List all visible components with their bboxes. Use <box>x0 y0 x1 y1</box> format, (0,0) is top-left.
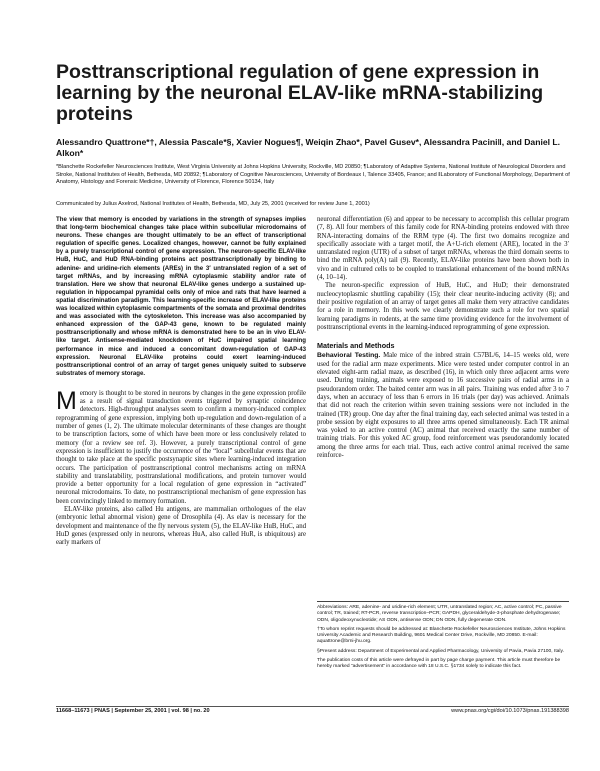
footnote-reprint: †To whom reprint requests should be addressed at: Blanchette Rockefeller Neurosciences Institute, Johns Hopkins University Academic and Research Building, 9601 Medical Center Drive, Rockville, MD 20850. E-mail: aquattrone@brni-jhu.org. <box>317 626 566 645</box>
communicated-by: Communicated by Julius Axelrod, National Institutes of Health, Bethesda, MD, July 25, 2001 (received for review June 1, 2001) <box>56 201 370 207</box>
affiliations: *Blanchette Rockefeller Neurosciences Institute, West Virginia University at Johns Hopkins University, Rockville, MD 20850; ¶Laboratory of Adaptive Systems, National Institute of Neurological Disorders and Stroke, National Institutes of Health, Bethesda, MD 20892; ¶Laboratory of Cognitive Neurosciences, University of Bordeaux I, Talence 33405, France; and ‖Laboratory of Functional Morphology, Department of Anatomy, Histology and Forensic Medicine, University of Florence, Florence 50134, Italy <box>56 164 570 186</box>
right-column <box>317 216 569 460</box>
footnote-present-address: §Present address: Department of Experimental and Applied Pharmacology, University of Pavia, Pavia 27100, Italy. <box>317 648 564 654</box>
intro-paragraph-2: ELAV-like proteins, also called Hu antigens, are mammalian orthologues of the elav (embryonic lethal abnormal vision) gene of Drosophila (4). As elav is necessary for the development and maintenance of the fly nervous system (5), the ELAV-like HuB, HuC, and HuD genes (expressed only in neurons, whereas HuA, also called HuR, is ubiquitous) are early markers of <box>56 506 306 547</box>
abstract: The view that memory is encoded by variations in the strength of synapses implies that long-term biochemical changes take place within subcellular microdomains of neurons. These changes are thought ultimately to be an effect of transcriptional regulation of specific genes. Localized changes, however, cannot be fully explained by a purely transcriptional control of gene expression. The neuron-specific ELAV-like HuB, HuC, and HuD RNA-binding proteins act posttranscriptionally by binding to adenine- and uridine-rich elements (AREs) in the 3′ untranslated region of a set of target mRNAs, and by increasing mRNA cytoplasmic stability and/or rate of translation. Here we show that neuronal ELAV-like genes undergo a sustained up-regulation in hippocampal pyramidal cells only of mice and rats that have learned a spatial discrimination paradigm. This learning-specific increase of ELAV-like proteins was localized within cytoplasmic compartments of the somata and proximal dendrites and was associated with the cytoskeleton. This increase was also accompanied by enhanced expression of the GAP-43 gene, known to be regulated mainly posttranscriptionally and whose mRNA is demonstrated here to be an in vivo ELAV-like target. Antisense-mediated knockdown of HuC impaired spatial learning performance in mice and induced a concomitant down-regulation of GAP-43 expression. Neuronal ELAV-like proteins could exert learning-induced posttranscriptional control of an array of target genes uniquely suited to subserve substrates of memory storage. <box>56 216 306 377</box>
footnote-abbreviations: Abbreviations: ARE, adenine- and uridine-rich element; UTR, untranslated region; AC, active control; PC, passive control; TR, trained; RT-PCR, reverse transcription–PCR; GAPDH, glyceraldehyde-3-phosphate dehydrogenase; ODN, oligodeoxynucleotide; AS ODN, antisense ODN; DN ODN, fully degenerate ODN. <box>317 605 562 623</box>
intro-paragraph-3: neuronal differentiation (6) and appear to be necessary to accomplish this cellular program (7, 8). All four members of this family code for RNA-binding proteins endowed with three RNA-interacting domains of the RRM type (4). The first two domains recognize and specifically associate with a target motif, the A+U-rich element (ARE), located in the 3′ untranslated region (UTR) of a subset of target mRNAs, whereas the third domain seems to bind the mRNA poly(A) tail (9). Recently, ELAV-like proteins have been shown both in vivo and in cultured cells to be coupled to translational enhancement of the bound mRNAs (4, 10–14). <box>317 216 569 282</box>
methods-paragraph <box>317 352 569 460</box>
footnotes <box>317 605 569 674</box>
footer-doi-link[interactable]: www.pnas.org/cgi/doi/10.1073/pnas.191388398 <box>451 708 569 714</box>
footer-rule <box>56 706 569 707</box>
paper-title: Posttranscriptional regulation of gene expression in learning by the neuronal ELAV-like mRNA-stabilizing proteins <box>56 61 544 125</box>
footnote-publication-costs: The publication costs of this article were defrayed in part by page charge payment. This article must therefore be hereby marked “advertisement” in accordance with 18 U.S.C. §1734 solely to indicate this fact. <box>317 658 561 670</box>
footer-citation: 11668–11673 | PNAS | September 25, 2001 | vol. 98 | no. 20 <box>56 708 210 714</box>
intro-paragraph-1 <box>56 386 306 506</box>
left-column <box>56 216 306 548</box>
run-in-heading: Behavioral Testing. <box>317 352 381 360</box>
drop-cap: M <box>56 386 77 415</box>
intro-paragraph-4: The neuron-specific expression of HuB, HuC, and HuD; their demonstrated nucleocytoplasmic shuttling capability (15); their clear neurite-inducing activity (8); and their positive regulation of an array of target genes all make them very attractive candidates for a role in memory. In this work we clearly demonstrate such a role for two spatial learning paradigms in rodents, at the same time providing evidence for the involvement of posttranscriptional events in the learning-induced reprogramming of gene expression. <box>317 282 569 331</box>
section-heading-methods: Materials and Methods <box>317 341 395 351</box>
methods-text: Male mice of the inbred strain C57BL/6, 14–15 weeks old, were used for the radial arm maze experiments. Mice were tested under computer control in an elevated eight-arm radial maze, as described (16), in which only three adjacent arms were used. During training, animals were exposed to 16 successive pairs of radial arms in a pseudorandom order. The baited center arm was in all pairs. Training was ended after 3 to 7 days, when an accuracy of less than 6 errors in 16 trials (per day) was achieved. Animals that did not reach the criterion within seven training sessions were not included in the trained (TR) group. One day after the final training day, each selected animal was tested in a probe session by eight exposures to all three arms opened simultaneously. Each TR animal was yoked to an active control (AC) animal that received exactly the same number of training trials. For this yoked AC group, food reinforcement was pseudorandomly located among the three arms for each trial. Thus, each active control animal received the same reinforce- <box>317 352 569 460</box>
footnote-rule <box>317 601 569 602</box>
intro-paragraph-1-text: emory is thought to be stored in neurons by changes in the gene expression profile as a result of signal transduction events triggered by synaptic coincidence detectors. High-throughput analyses seem to confirm a memory-induced complex reprogramming of gene expression, implying both up-regulation and down-regulation of a number of genes (1, 2). The ultimate molecular determinants of these changes are thought to be transcription factors, some of which have been more or less conclusively related to memory (for a review see ref. 3). However, a purely transcriptional control of gene expression is insufficient to justify the occurrence of the “local” subcellular events that are thought to take place at the specific postsynaptic sites where learning-induced integration occurs. The participation of posttranscriptional control mechanisms acting on mRNA stability and translatability, posttranslational modifications, and protein turnover would provide a better opportunity for a local regulation of gene expression in “activated” neuronal microdomains. To date, no posttranscriptional mechanism of gene expression has been convincingly linked to memory formation. <box>56 389 306 505</box>
author-list: Alessandro Quattrone*†, Alessia Pascale*§, Xavier Nogues¶, Weiqin Zhao*, Pavel Gusev*, Alessandra Pacini‖, and Daniel L. Alkon* <box>56 137 561 158</box>
